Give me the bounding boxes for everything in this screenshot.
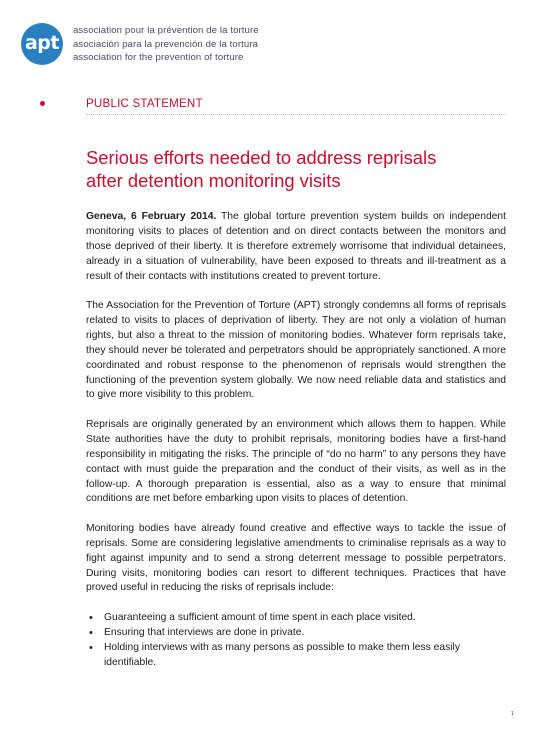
paragraph-2: The Association for the Prevention of Torture (APT) strongly condemns all forms of reprisals related to visits to places of deprivation of liberty. They are not only a violation of human rights, but also a threat to the mission of monitoring bodies. Whatever form reprisals take, they should never be tolerated and perpetrators should be appropriately sanctioned. A more coordinated and robust response to the phenomenon of reprisals would strengthen the functioning of the prevention system globally. We now need reliable data and statistics and to give more visibility to this problem. (86, 300, 506, 401)
section-label: PUBLIC STATEMENT (86, 97, 203, 110)
org-name-english: association for the prevention of torture (73, 52, 244, 63)
apt-logo: apt (21, 23, 63, 65)
org-names-block (73, 24, 259, 65)
statement-body (86, 210, 506, 670)
section-bullet-icon (40, 101, 45, 106)
list-item: • Holding interviews with as many persons as possible to make them less easily identifiable. (104, 641, 506, 671)
org-name-french: association pour la prévention de la torture (73, 25, 259, 36)
paragraph-4: Monitoring bodies have already found creative and effective ways to tackle the issue of reprisals. Some are considering legislative amendments to criminalise reprisals as a way to fight against impunity and to send a strong deterrent message to possible perpetrators. During visits, monitoring bodies can resort to different techniques. Practices that have proved useful in reducing the risks of reprisals include: (86, 522, 506, 594)
section-divider (86, 114, 506, 115)
dateline: Geneva, 6 February 2014. (86, 211, 217, 222)
paragraph-1-text: The global torture prevention system builds on independent monitoring visits to places of detention and on direct contacts between the monitors and those deprived of their liberty. It is therefore extremely worrisome that individual detainees, already in a situation of vulnerability, have been exposed to threats and ill-treatment as a result of their contacts with institutions created to prevent torture. (86, 211, 506, 282)
page-title (86, 146, 516, 192)
paragraph-1 (86, 210, 506, 285)
page-number: 1 (511, 711, 514, 717)
title-line-1: Serious efforts needed to address reprisals (86, 147, 437, 168)
list-item: • Guaranteeing a sufficient amount of time spent in each place visited. (104, 611, 506, 626)
org-name-spanish: asociación para la prevención de la tortura (73, 38, 259, 50)
practices-list (86, 611, 506, 671)
paragraph-3: Reprisals are originally generated by an environment which allows them to happen. While State authorities have the duty to prohibit reprisals, monitoring bodies have a first-hand responsibility in mitigating the risks. The principle of “do no harm” to any persons they have contact with must guide the preparation and the conduct of their visits, as well as in the follow-up. A thorough preparation is essential, also as a way to ensure that minimal conditions are met before embarking upon visits to places of detention. (86, 418, 506, 505)
list-item: • Ensuring that interviews are done in private. (104, 626, 506, 641)
title-line-2: after detention monitoring visits (86, 170, 341, 191)
